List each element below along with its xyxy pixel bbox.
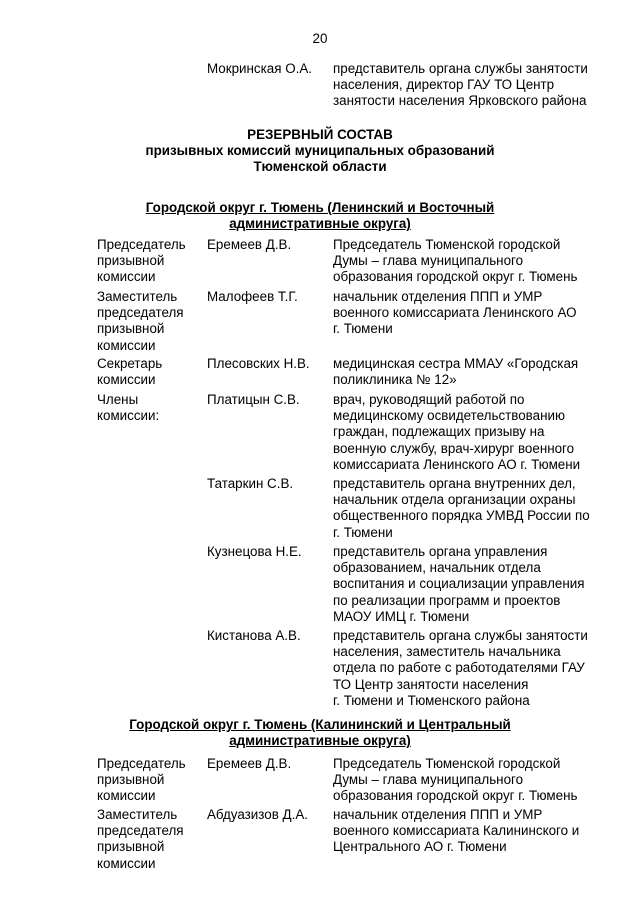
desc-line: образованием, начальник отдела	[333, 560, 541, 576]
desc-line: г. Тюмени	[333, 321, 393, 337]
desc-line: Председатель Тюменской городской	[333, 237, 561, 252]
heading-line: административные округа)	[229, 733, 411, 749]
desc-line: Председатель Тюменской городской	[333, 756, 561, 771]
member-description	[333, 756, 608, 805]
desc-line: Думы – глава муниципального	[333, 253, 524, 269]
role-line: призывной	[97, 253, 165, 269]
role-label	[97, 392, 207, 424]
role-line: Председатель	[97, 237, 186, 252]
role-line: комиссии	[97, 337, 156, 353]
member-name: Мокринская О.А.	[207, 61, 312, 76]
title-line: призывных комиссий муниципальных образований	[145, 143, 495, 159]
desc-line: представитель органа управления	[333, 544, 548, 559]
member-name: Платицын С.В.	[207, 392, 300, 407]
desc-line: Центрального АО г. Тюмени	[333, 839, 507, 855]
member-name: Кистанова А.В.	[207, 628, 301, 643]
document-title	[0, 127, 640, 176]
member-description	[333, 476, 608, 541]
desc-line: медицинская сестра ММАУ «Городская	[333, 356, 579, 371]
role-line: комиссии	[97, 269, 156, 285]
heading-line: Городской округ г. Тюмень (Калининский и Центральный	[129, 717, 511, 732]
member-name: Плесовских Н.В.	[207, 356, 310, 371]
role-line: Заместитель	[97, 289, 178, 304]
member-description	[333, 628, 608, 709]
member-description	[333, 289, 608, 338]
heading-line: административные округа)	[229, 216, 411, 232]
member-name: Кузнецова Н.Е.	[207, 544, 302, 559]
title-line: Тюменской области	[253, 159, 387, 175]
desc-line: образования городской округ г. Тюмень	[333, 269, 578, 285]
role-label	[97, 289, 207, 354]
desc-line: врач, руководящий работой по	[333, 392, 525, 407]
member-name: Еремеев Д.В.	[207, 756, 292, 771]
desc-line: начальник отделения ППП и УМР	[333, 289, 543, 304]
desc-line: ТО Центр занятости населения	[333, 676, 529, 692]
role-line: председателя	[97, 823, 184, 839]
desc-line: военного комиссариата Калининского и	[333, 823, 580, 839]
role-line: Председатель	[97, 756, 186, 771]
role-line: Заместитель	[97, 807, 178, 822]
desc-line: представитель органа внутренних дел,	[333, 476, 576, 491]
title-line: РЕЗЕРВНЫЙ СОСТАВ	[247, 127, 393, 142]
member-name: Абдуазизов Д.А.	[207, 807, 308, 822]
desc-line: медицинскому освидетельствованию	[333, 408, 566, 424]
heading-line: Городской округ г. Тюмень (Ленинский и Восточный	[145, 200, 495, 215]
member-name: Татаркин С.В.	[207, 476, 294, 491]
role-line: призывной	[97, 321, 165, 337]
member-description	[333, 356, 608, 388]
desc-line: представитель органа службы занятости	[333, 61, 588, 76]
member-description	[333, 61, 608, 110]
member-name: Еремеев Д.В.	[207, 237, 292, 252]
page-number: 20	[312, 31, 328, 46]
desc-line: МАОУ ИМЦ г. Тюмени	[333, 608, 470, 624]
desc-line: поликлиника № 12»	[333, 372, 457, 388]
desc-line: населения, заместитель начальника	[333, 644, 561, 660]
desc-line: по реализации программ и проектов	[333, 592, 561, 608]
role-line: призывной	[97, 772, 165, 788]
desc-line: начальник отделения ППП и УМР	[333, 807, 543, 822]
member-description	[333, 237, 608, 286]
member-description	[333, 392, 608, 473]
member-description	[333, 544, 608, 625]
role-line: комиссии	[97, 855, 156, 871]
role-line: Члены	[97, 392, 139, 407]
role-line: призывной	[97, 839, 165, 855]
role-line: комиссии	[97, 372, 156, 388]
member-name: Малофеев Т.Г.	[207, 289, 298, 304]
role-label	[97, 356, 207, 388]
desc-line: военную службу, врач-хирург военного	[333, 440, 575, 456]
desc-line: г. Тюмени и Тюменского района	[333, 692, 530, 708]
desc-line: начальник отдела организации охраны	[333, 492, 576, 508]
desc-line: Думы – глава муниципального	[333, 772, 524, 788]
desc-line: образования городской округ г. Тюмень	[333, 788, 578, 804]
role-line: комиссии:	[97, 408, 160, 424]
role-line: Секретарь	[97, 356, 163, 371]
role-line: председателя	[97, 305, 184, 321]
role-label	[97, 756, 207, 805]
role-line: комиссии	[97, 788, 156, 804]
desc-line: граждан, подлежащих призыву на	[333, 424, 545, 440]
member-description	[333, 807, 608, 856]
desc-line: г. Тюмени	[333, 524, 393, 540]
desc-line: представитель органа службы занятости	[333, 628, 588, 643]
desc-line: населения, директор ГАУ ТО Центр	[333, 77, 555, 93]
section-heading	[0, 200, 640, 232]
desc-line: военного комиссариата Ленинского АО	[333, 305, 577, 321]
desc-line: воспитания и социализации управления	[333, 576, 585, 592]
desc-line: отдела по работе с работодателями ГАУ	[333, 660, 585, 676]
desc-line: занятости населения Ярковского района	[333, 93, 587, 109]
section-heading	[0, 717, 640, 749]
role-label	[97, 237, 207, 286]
role-label	[97, 807, 207, 872]
desc-line: комиссариата Ленинского АО г. Тюмени	[333, 456, 581, 472]
desc-line: общественного порядка УМВД России по	[333, 508, 590, 524]
